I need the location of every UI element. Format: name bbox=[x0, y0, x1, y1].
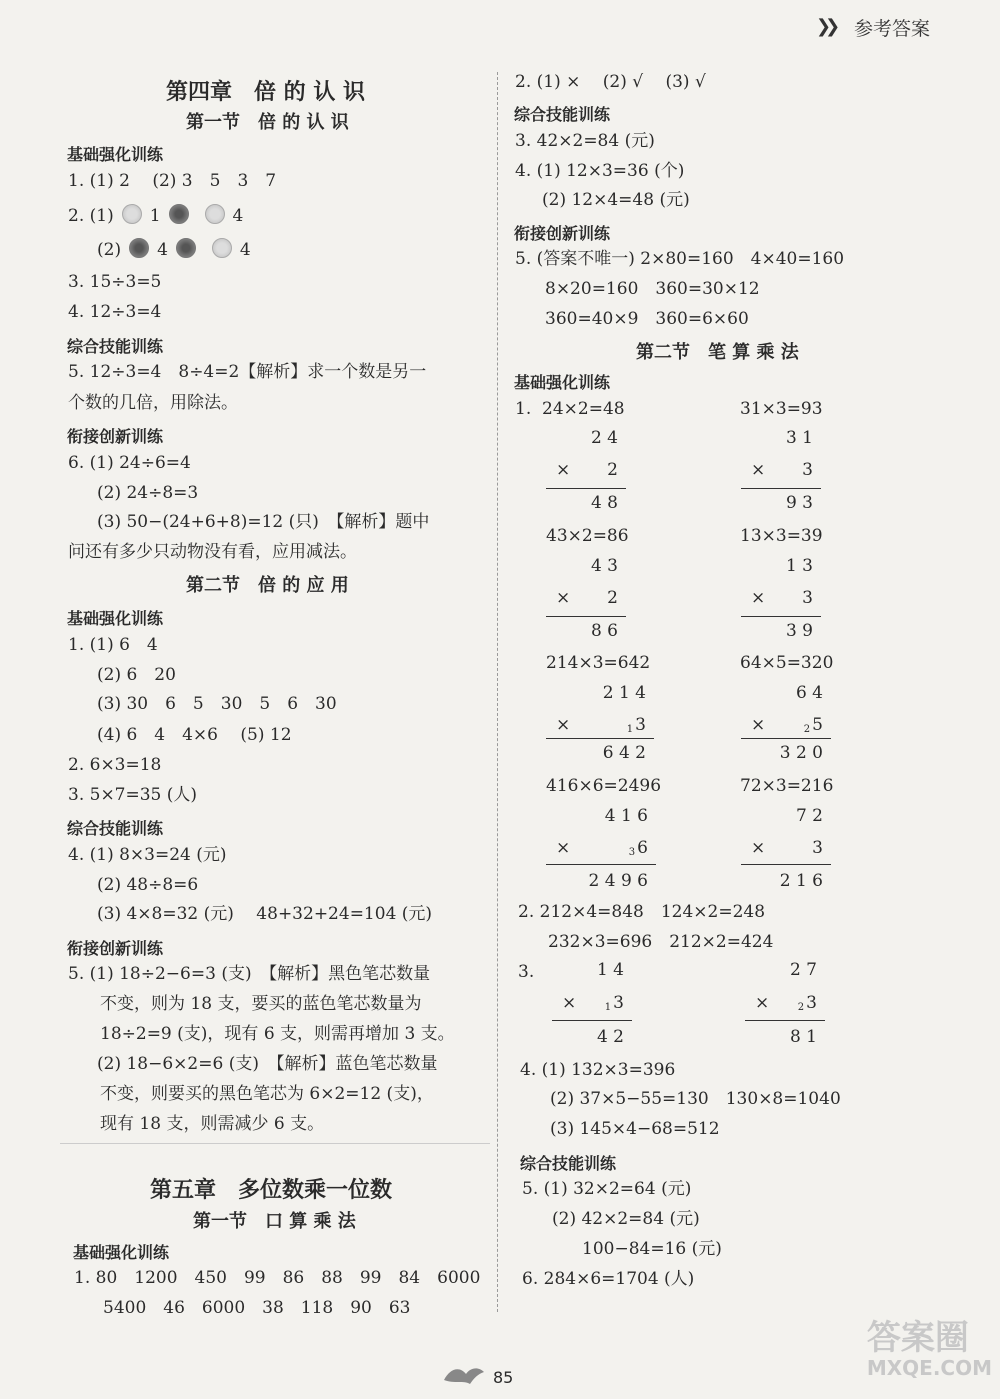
answer-line: (2) 48÷8=6 bbox=[97, 875, 199, 895]
answer-line: 1. 80 1200 450 99 86 88 99 84 6000 bbox=[74, 1268, 481, 1288]
answer-line: 问还有多少只动物没有看，应用减法。 bbox=[68, 542, 357, 562]
subheading-innovation: 衔接创新训练 bbox=[67, 939, 164, 958]
answer-line: 6. 284×6=1704 (人) bbox=[522, 1269, 695, 1289]
vertical-multiplication: 2 7 × 2 3 8 1 bbox=[745, 957, 825, 1049]
section-2-title: 第二节 笔 算 乘 法 bbox=[636, 342, 799, 363]
answer-line: (2) 12×4=48 (元) bbox=[542, 190, 690, 210]
subheading-comprehensive: 综合技能训练 bbox=[67, 337, 164, 356]
answer-line: (4) 6 4 4×6 (5) 12 bbox=[97, 725, 292, 745]
vertical-multiplication: 4 3 × 2 8 6 bbox=[546, 553, 626, 645]
answer-line: 5. 12÷3=4 8÷4=2【解析】求一个数是另一 bbox=[68, 362, 427, 382]
equation: 1. 24×2=48 bbox=[515, 399, 625, 419]
page-number: 85 bbox=[493, 1368, 514, 1387]
subheading-basic: 基础强化训练 bbox=[67, 609, 164, 628]
subheading-innovation: 衔接创新训练 bbox=[67, 427, 164, 446]
column-divider bbox=[497, 72, 498, 1312]
smiley-face-icon bbox=[205, 204, 225, 224]
answer-line: 18÷2=9 (支)，现有 6 支，则需再增加 3 支。 bbox=[100, 1024, 455, 1044]
vertical-multiplication: 1 4 × 1 3 4 2 bbox=[552, 957, 632, 1049]
subheading-basic: 基础强化训练 bbox=[514, 373, 611, 392]
equation: 214×3=642 bbox=[546, 653, 651, 673]
answer-line: 4. (1) 8×3=24 (元) bbox=[68, 845, 227, 865]
vertical-multiplication: 4 1 6 × 3 6 2 4 9 6 bbox=[546, 803, 656, 895]
answer-line: (2) 42×2=84 (元) bbox=[552, 1209, 700, 1229]
answer-line: 2. (1) 1 4 bbox=[68, 206, 244, 226]
answer-line: (2) 4 4 bbox=[97, 240, 251, 260]
equation: 416×6=2496 bbox=[546, 776, 662, 796]
answer-line: 5400 46 6000 38 118 90 63 bbox=[103, 1298, 411, 1318]
vertical-multiplication: 6 4 × 2 5 3 2 0 bbox=[741, 680, 831, 772]
answer-line: 3. 15÷3=5 bbox=[68, 272, 162, 292]
double-chevron-icon: ❯❯ bbox=[815, 16, 835, 37]
equation: 72×3=216 bbox=[740, 776, 834, 796]
subheading-comprehensive: 综合技能训练 bbox=[520, 1154, 617, 1173]
header-title: ❯❯ 参考答案 bbox=[815, 16, 930, 40]
answer-line: 360=40×9 360=6×60 bbox=[545, 309, 749, 329]
answer-line: 4. (1) 132×3=396 bbox=[520, 1060, 676, 1080]
answer-line: 5. (1) 18÷2−6=3 (支) 【解析】黑色笔芯数量 bbox=[68, 964, 431, 984]
smiley-face-icon bbox=[212, 238, 232, 258]
answer-line: (3) 50−(24+6+8)=12 (只) 【解析】题中 bbox=[97, 512, 430, 532]
answer-line: 100−84=16 (元) bbox=[582, 1239, 722, 1259]
chapter-5-title: 第五章 多位数乘一位数 bbox=[150, 1177, 393, 1203]
section-2-title: 第二节 倍 的 应 用 bbox=[186, 575, 349, 596]
answer-line: (3) 30 6 5 30 5 6 30 bbox=[97, 694, 337, 714]
answer-line: (2) 18−6×2=6 (支) 【解析】蓝色笔芯数量 bbox=[97, 1054, 438, 1074]
answer-line: 3. 5×7=35 (人) bbox=[68, 785, 198, 805]
answer-line: 不变，则要买的黑色笔芯为 6×2=12 (支)， bbox=[100, 1084, 434, 1104]
answer-line: 4. (1) 12×3=36 (个) bbox=[515, 161, 685, 181]
section-1-title: 第一节 倍 的 认 识 bbox=[186, 112, 349, 133]
section-1-title: 第一节 口 算 乘 法 bbox=[193, 1211, 356, 1232]
answer-line: 5. (答案不唯一) 2×80=160 4×40=160 bbox=[515, 249, 845, 269]
answer-line: 1. (1) 6 4 bbox=[68, 635, 158, 655]
answer-line: 3. 42×2=84 (元) bbox=[515, 131, 655, 151]
answer-line: 3. bbox=[518, 962, 535, 982]
subheading-basic: 基础强化训练 bbox=[73, 1243, 170, 1262]
equation: 43×2=86 bbox=[546, 526, 629, 546]
subheading-comprehensive: 综合技能训练 bbox=[67, 819, 164, 838]
subheading-comprehensive: 综合技能训练 bbox=[514, 105, 611, 124]
vertical-multiplication: 2 1 4 × 1 3 6 4 2 bbox=[546, 680, 654, 772]
answer-line: (2) 24÷8=3 bbox=[97, 483, 199, 503]
answer-line: 2. 6×3=18 bbox=[68, 755, 162, 775]
answer-line: 6. (1) 24÷6=4 bbox=[68, 453, 191, 473]
dark-face-icon bbox=[176, 238, 196, 258]
subheading-basic: 基础强化训练 bbox=[67, 145, 164, 164]
equation: 64×5=320 bbox=[740, 653, 834, 673]
vertical-multiplication: 1 3 × 3 3 9 bbox=[741, 553, 821, 645]
answer-line: 现有 18 支，则需减少 6 支。 bbox=[100, 1114, 325, 1134]
vertical-multiplication: 3 1 × 3 9 3 bbox=[741, 425, 821, 517]
chapter-separator bbox=[60, 1143, 490, 1144]
answer-line: (3) 4×8=32 (元) 48+32+24=104 (元) bbox=[97, 904, 433, 924]
vertical-multiplication: 7 2 × 3 2 1 6 bbox=[741, 803, 831, 895]
chapter-4-title: 第四章 倍 的 认 识 bbox=[166, 79, 365, 105]
vertical-multiplication: 2 4 × 2 4 8 bbox=[546, 425, 626, 517]
answer-line: (3) 145×4−68=512 bbox=[550, 1119, 720, 1139]
dark-face-icon bbox=[169, 204, 189, 224]
answer-line: 4. 12÷3=4 bbox=[68, 302, 162, 322]
answer-line: 232×3=696 212×2=424 bbox=[548, 932, 774, 952]
watermark: 答案圈 MXQE.COM bbox=[866, 1318, 992, 1380]
bird-logo-icon bbox=[440, 1362, 488, 1388]
answer-line: (2) 6 20 bbox=[97, 665, 176, 685]
equation: 31×3=93 bbox=[740, 399, 823, 419]
answer-line: 不变，则为 18 支，要买的蓝色笔芯数量为 bbox=[100, 994, 422, 1014]
answer-line: (2) 37×5−55=130 130×8=1040 bbox=[550, 1089, 841, 1109]
smiley-face-icon bbox=[122, 204, 142, 224]
answer-line: 1. (1) 2 (2) 3 5 3 7 bbox=[68, 171, 277, 191]
dark-face-icon bbox=[129, 238, 149, 258]
answer-line: 5. (1) 32×2=64 (元) bbox=[522, 1179, 692, 1199]
subheading-innovation: 衔接创新训练 bbox=[514, 224, 611, 243]
answer-line: 2. 212×4=848 124×2=248 bbox=[518, 902, 766, 922]
answer-line: 8×20=160 360=30×12 bbox=[545, 279, 760, 299]
answer-line: 个数的几倍，用除法。 bbox=[68, 393, 238, 413]
answer-line: 2. (1) × (2) √ (3) √ bbox=[515, 72, 706, 92]
equation: 13×3=39 bbox=[740, 526, 823, 546]
